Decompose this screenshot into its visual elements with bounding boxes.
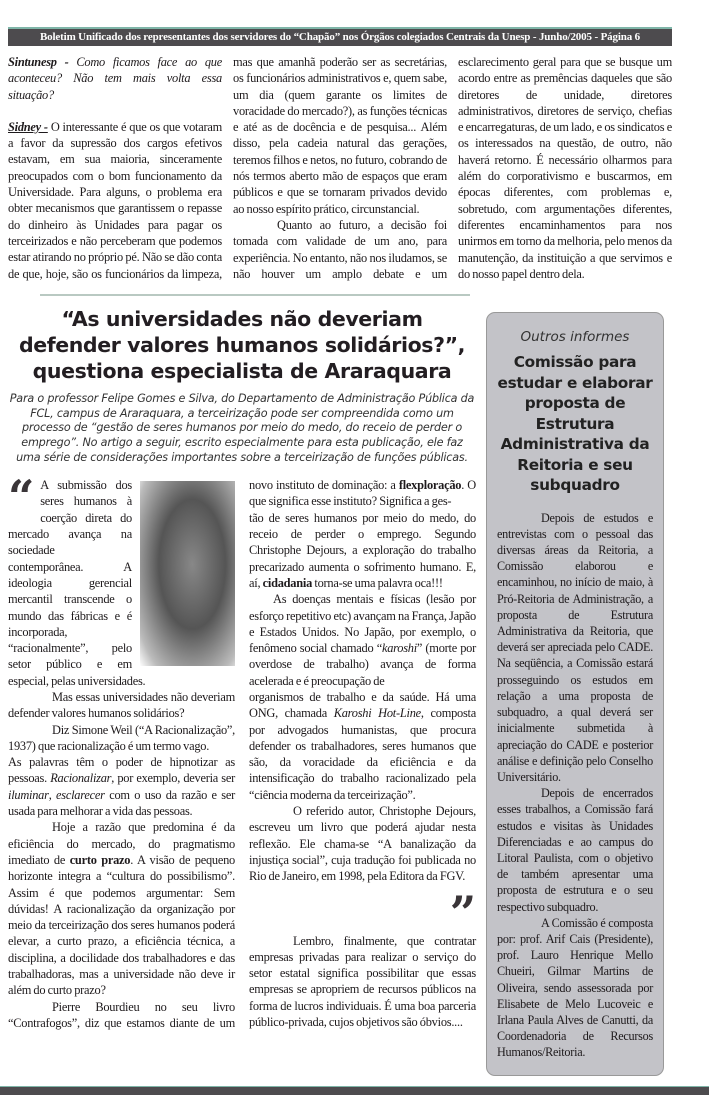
illustration-man-image xyxy=(140,481,235,666)
article-title: “As universidades não deveriam defender valores humanos solidários?”, questiona especialista de Araraquara xyxy=(18,307,466,384)
article-p5: Pierre Bourdieu no seu livro “Contrafogos”, diz que estamos diante de um novo instituto de dominação: a flexploração. O que significa esse instituto? Significa a ges- xyxy=(8,478,476,1030)
article-p3: Diz Simone Weil (“A Racionalização”, 1937) que racionalização é um termo vago. xyxy=(8,722,235,753)
article-c5: Lembro, finalmente, que contratar empresas privadas para realizar o serviço do setor estatal significa possibilitar que essas empresas se apropriem de recursos públicos na forma de lucros individuais. É uma boa parceria público-privada, cujos objetivos são óbvios.... xyxy=(249,933,476,1030)
article-c2: tão de seres humanos por meio do medo, do receio de perder o emprego. Segundo Christophe Dejours, a exploração do trabalho precarizado aumenta o sofrimento humano. E, aí, cidadania torna-se uma palavra oca!!! xyxy=(249,510,476,590)
article-p4: Hoje a razão que predomina é da eficiência do mercado, do pragmatismo imediato de curto prazo. A visão de pequeno horizonte integra a “cultura do possibilismo”. Assim é que podemos argumentar: Sem dúvidas! A racionalização da organização por meio da terceirização dos seres humanos poderá elevar, a curto prazo, a eficiência técnica, a disciplina, a docilidade dos trabalhadores e das trabalhadoras, mas a universidade não deve ir além do curto prazo? xyxy=(8,820,236,998)
divider xyxy=(40,294,470,296)
article-c3b: organismos de trabalho e da saúde. Há uma ONG, chamada Karoshi Hot-Line, composta por advogados humanistas, que procura defender os trabalhadores, seres humanos que são, da voracidade da eficiência e da intensificação do trabalho racionalizado pela “ciência moderna da terceirização”. xyxy=(249,689,476,802)
article-p1: A submissão dos seres humanos à coerção direta do mercado avança na sociedade contemporânea. A ideologia gerencial mercantil transcende o mundo das fábricas e é incorporada, “racionalmente”, pelo setor público e em especial, pelas universidades. xyxy=(8,478,146,688)
sidebar-p1: Depois de estudos e entrevistas com o pessoal das diversas áreas da Reitoria, a Comissão elaborou e encaminhou, no início de maio, à Pró-Reitoria de Administração, a proposta de Estrutura Administrativa da Reitoria, que deverá ser apreciada pelo CADE. Na seqüência, a Comissão estará prosseguindo os estudos em relação a uma proposta de subquadro, a qual deverá ser inicialmente submetida à apreciação do CADE e posterior análise e definição pelo Conselho Universitário. xyxy=(497,510,653,784)
close-quote-icon: ” xyxy=(449,885,476,940)
article-lead: Para o professor Felipe Gomes e Silva, do Departamento de Administração Pública da FCL, campus de Araraquara, a terceirização pode ser compreendida como um processo de “gestão de seres humanos por meio do medo, do receio de perder o emprego”. No artigo a seguir, escrito especialmente para esta publicação, ele faz uma série de considerações importantes sobre a terceirização de funções públicas. xyxy=(9,392,475,464)
sidebar-title: Comissão para estudar e elaborar proposta de Estrutura Administrativa da Reitoria e seu subquadro xyxy=(497,353,653,495)
article-c4: O referido autor, Christophe Dejours, escreveu um livro que poderá ajudar nesta reflexão. Ele chama-se “A banalização da injustiça social”, cuja tradução foi publicada no Rio de Janeiro, em 1998, pela Editora da FGV. xyxy=(249,804,476,884)
sidebar-p3: A Comissão é composta por: prof. Arif Cais (Presidente), prof. Lauro Henrique Mello Chueiri, Gilmar Martins de Oliveira, sendo assessorada por Elisabete de Melo Lucoveic e Irlana Paula Alves de Canutti, da Coordenadoria de Recursos Humanos/Reitoria. xyxy=(497,915,653,1060)
page-footer-bar xyxy=(0,1086,709,1095)
article xyxy=(8,306,476,1031)
answer-p1: O interessante é que os que votaram a favor da supressão dos cargos efetivos estavam, em sua maioria, sinceramente preocupados com o bom funcionamento da Universidade. Para alguns, o problema era obter mecanismos que garantissem o repasse do dinheiro às Unidades para pagar os terceirizados e não perceberam que podemos estar atirando no próprio pé. Não se dão conta de que, hoje, são os funcionários da limpeza, mas que amanhã poderão ser as secretárias, os funcionários administrativos e, quem sabe, um dia (quem garante os limites de voracidade do mercado?), as funções técnicas e até as de docência e de pesquisa... Além disso, pela cadeia natural das gerações, teremos filhos e netos, no futuro, cobrando de nós termos aberto mão de espaços que eram públicos e que se tornaram privados devido ao nosso espírito prático, circunstancial. xyxy=(8,55,447,281)
speaker-sintunesp: Sintunesp - xyxy=(8,55,69,69)
page-header-bar: Boletim Unificado dos representantes dos servidores do “Chapão” nos Órgãos colegiados Centrais da Unesp - Junho/2005 - Página 6 xyxy=(8,27,672,46)
speaker-sidney: Sidney - xyxy=(8,119,48,134)
answer-p2: Quanto ao futuro, a decisão foi tomada com validade de um ano, para experiência. No entanto, não nos iludamos, se não houver um amplo debate e um esclarecimento geral para que se busque um acordo entre as premências daqueles que são diretores de unidade, diretores administrativos, diretores de serviço, chefias e encarregaturas, de um lado, e os sindicatos e os interessados na questão, de outro, não haverá retorno. É necessário olharmos para além do corporativismo e buscarmos, em épocas diferentes, com problemas e, sobretudo, com argumentações diferentes, diferentes encaminhamentos para nos unirmos em torno da melhoria, pelo menos da manutenção, da instituição a que servimos e do nosso papel dentro dela. xyxy=(233,55,672,281)
open-quote-icon: “ xyxy=(8,470,35,525)
article-c3: As doenças mentais e físicas (lesão por esforço repetitivo etc) avançam na França, Japão e Estados Unidos. No Japão, por exemplo, o fenômeno social chamado “karoshi” (morte por overdose de trabalho) avança de forma acelerada e é preocupação de xyxy=(249,592,476,688)
sidebar-p2: Depois de encerrados esses trabalhos, a Comissão fará estudos e visitas às Unidades Diferenciadas e ao campus do Litoral Paulista, com o objetivo de também apresentar uma proposta de estrutura e o seu respectivo subquadro. xyxy=(497,786,653,914)
sidebar-outros-informes xyxy=(486,312,664,1075)
question-text: Como ficamos face ao que aconteceu? Não tem mais volta essa situação? xyxy=(8,55,222,102)
sidebar-body xyxy=(497,510,653,1061)
article-body xyxy=(8,470,476,1031)
interview-question xyxy=(8,54,222,103)
sidebar-kicker: Outros informes xyxy=(520,329,630,346)
article-p3b: As palavras têm o poder de hipnotizar as pessoas. Racionalizar, por exemplo, deveria ser iluminar, esclarecer com o uso da razão e ser usada para melhorar a vida das pessoas. xyxy=(8,755,235,819)
main-row xyxy=(8,306,672,1075)
article-c5-wrap xyxy=(249,885,476,1031)
interview-section xyxy=(8,54,672,282)
article-p2: Mas essas universidades não deveriam defender valores humanos solidários? xyxy=(8,689,235,721)
